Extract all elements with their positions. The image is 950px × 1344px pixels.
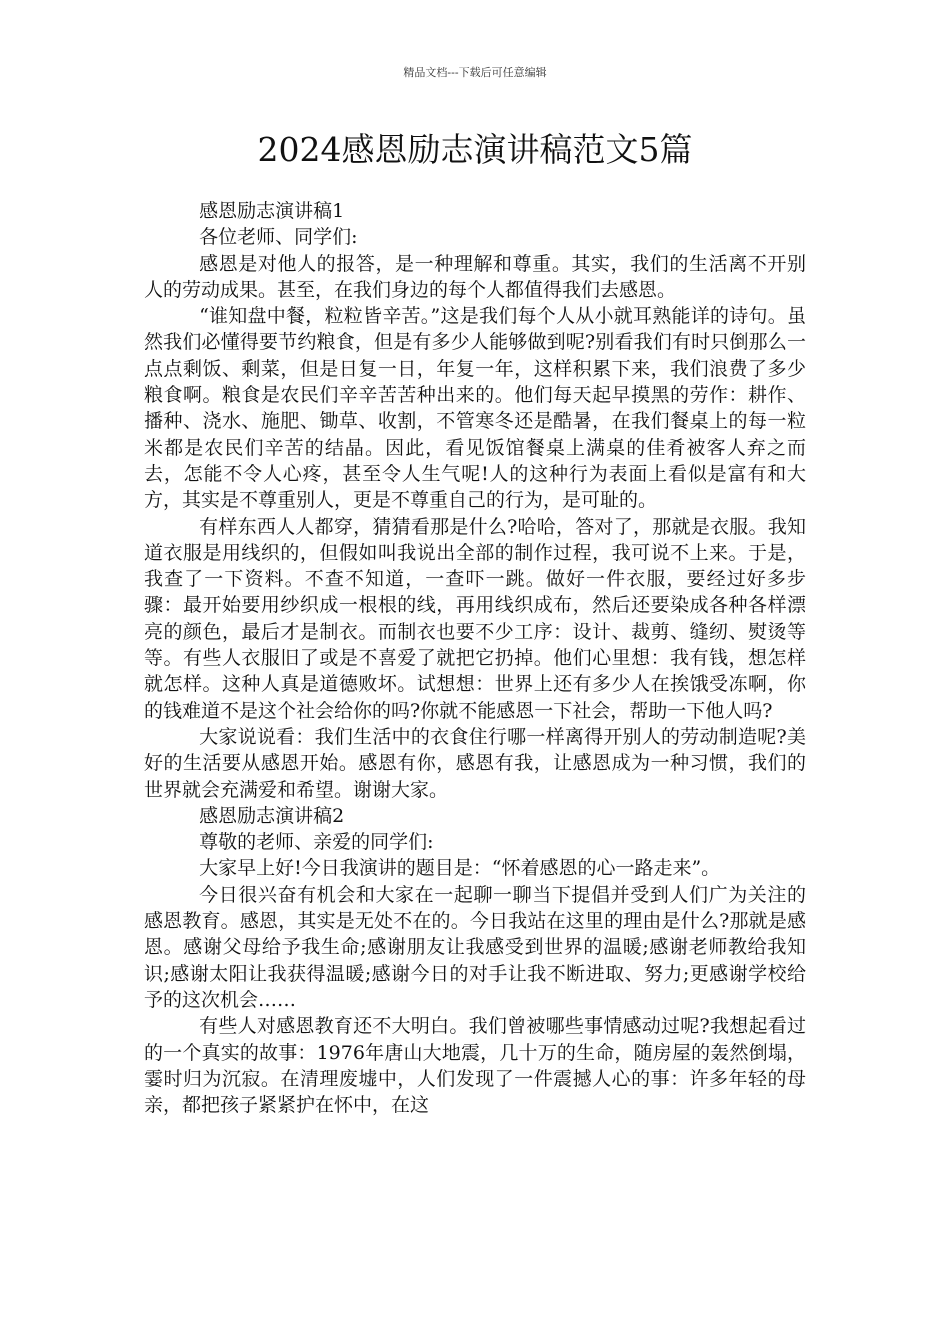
paragraph: 感恩是对他人的报答，是一种理解和尊重。其实，我们的生活离不开别人的劳动成果。甚至，在我们身边的每个人都值得我们去感恩。	[144, 252, 806, 301]
paragraph: 今日很兴奋有机会和大家在一起聊一聊当下提倡并受到人们广为关注的感恩教育。感恩，其实是无处不在的。今日我站在这里的理由是什么?那就是感恩。感谢父母给予我生命;感谢朋友让我感受到世界的温暖;感谢老师教给我知识;感谢太阳让我获得温暖;感谢今日的对手让我不断进取、努力;更感谢学校给予的这次机会……	[144, 883, 806, 1011]
paragraph: 有样东西人人都穿，猜猜看那是什么?哈哈，答对了，那就是衣服。我知道衣服是用线织的，但假如叫我说出全部的制作过程，我可说不上来。于是，我查了一下资料。不查不知道，一查吓一跳。做好一件衣服，要经过好多步骤：最开始要用纱织成一根根的线，再用线织成布，然后还要染成各种各样漂亮的颜色，最后才是制衣。而制衣也要不少工序：设计、裁剪、缝纫、熨烫等等。有些人衣服旧了或是不喜爱了就把它扔掉。他们心里想：我有钱，想怎样就怎样。这种人真是道德败坏。试想想：世界上还有多少人在挨饿受冻啊，你的钱难道不是这个社会给你的吗?你就不能感恩一下社会，帮助一下他人吗?	[144, 515, 806, 722]
section-heading-2: 感恩励志演讲稿2	[199, 804, 345, 827]
document-body	[144, 198, 806, 1118]
paragraph: “谁知盘中餐，粒粒皆辛苦。”这是我们每个人从小就耳熟能详的诗句。虽然我们必懂得要节约粮食，但是有多少人能够做到呢?别看我们有时只倒那么一点点剩饭、剩菜，但是日复一日，年复一年，这样积累下来，我们浪费了多少粮食啊。粮食是农民们辛辛苦苦种出来的。他们每天起早摸黑的劳作：耕作、播种、浇水、施肥、锄草、收割，不管寒冬还是酷暑，在我们餐桌上的每一粒米都是农民们辛苦的结晶。因此，看见饭馆餐桌上满桌的佳肴被客人弃之而去，怎能不令人心疼，甚至令人生气呢!人的这种行为表面上看似是富有和大方，其实是不尊重别人，更是不尊重自己的行为，是可耻的。	[144, 305, 806, 512]
paragraph: 大家说说看：我们生活中的衣食住行哪一样离得开别人的劳动制造呢?美好的生活要从感恩开始。感恩有你，感恩有我，让感恩成为一种习惯，我们的世界就会充满爱和希望。谢谢大家。	[144, 725, 806, 801]
paragraph: 有些人对感恩教育还不大明白。我们曾被哪些事情感动过呢?我想起看过的一个真实的故事：1976年唐山大地震，几十万的生命，随房屋的轰然倒塌，霎时归为沉寂。在清理废墟中，人们发现了一件震撼人心的事：许多年轻的母亲，都把孩子紧紧护在怀中，在这	[144, 1015, 806, 1117]
paragraph: 大家早上好!今日我演讲的题目是：“怀着感恩的心一路走来”。	[199, 857, 721, 880]
document-title: 2024感恩励志演讲稿范文5篇	[257, 130, 693, 169]
header-note: 精品文档---下载后可任意编辑	[403, 66, 547, 79]
salutation-1: 各位老师、同学们:	[199, 226, 358, 249]
section-heading-1: 感恩励志演讲稿1	[199, 200, 345, 222]
salutation-2: 尊敬的老师、亲爱的同学们:	[199, 831, 434, 854]
